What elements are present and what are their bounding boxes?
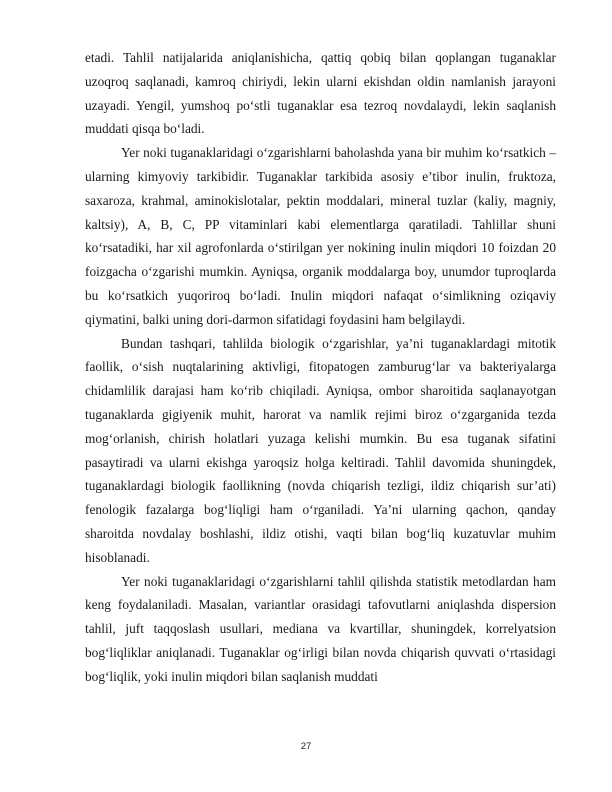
paragraph-statistical-methods: Yer noki tuganaklaridagi o‘zgarishlarni tahlil qilishda statistik metodlardan ham keng foydalaniladi. Masalan, variantlar orasidagi tafovutlarni aniqlashda dispersion tahlil, juft taqqoslash usullari, mediana va kvartillar, shuningdek, korrelyatsion bog‘liqliklar aniqlanadi. Tuganaklar og‘irligi bilan novda chiqarish quvvati o‘rtasidagi bog‘liqlik, yoki inulin miqdori bilan saqlanish muddati [85, 573, 556, 684]
body-text [85, 46, 556, 689]
paragraph-biological-changes: Bundan tashqari, tahlilda biologik o‘zgarishlar, ya’ni tuganaklardagi mitotik faollik, o‘sish nuqtalarining aktivligi, fitopatogen zamburug‘lar va bakteriyalarga chidamlilik darajasi ham ko‘rib chiqiladi. Ayniqsa, ombor sharoitida saqlanayotgan tuganaklarda gigiyenik muhit, harorat va namlik rejimi biroz o‘zgarganida tezda mog‘orlanish, chirish holatlari yuzaga kelishi mumkin. Bu esa tuganak sifatini pasaytiradi va ularni ekishga yaroqsiz holga keltiradi. Tahlil davomida shuningdek, tuganaklardagi biologik faollikning (novda chiqarish tezligi, ildiz chiqarish sur’ati) fenologik fazalarga bog‘liqligi ham o‘rganiladi. Ya’ni ularning qachon, qanday sharoitda novdalay boshlashi, ildiz otishi, vaqti bilan bog‘liq kuzatuvlar muhim hisoblanadi. [85, 335, 556, 565]
paragraph-continuation: etadi. Tahlil natijalarida aniqlanishicha, qattiq qobiq bilan qoplangan tuganaklar uzoqroq saqlanadi, kamroq chiriydi, lekin ularni ekishdan oldin namlanish jarayoni uzayadi. Yengil, yumshoq po‘stli tuganaklar esa tezroq novdalaydi, lekin saqlanish muddati qisqa bo‘ladi. [85, 50, 556, 137]
paragraph-chemical-composition: Yer noki tuganaklaridagi o‘zgarishlarni baholashda yana bir muhim ko‘rsatkich – ularning kimyoviy tarkibidir. Tuganaklar tarkibida asosiy e’tibor inulin, fruktoza, saxaroza, krahmal, aminokislotalar, pektin moddalari, mineral tuzlar (kaliy, magniy, kaltsiy), A, B, C, PP vitaminlari kabi elementlarga qaratiladi. Tahlillar shuni ko‘rsatadiki, har xil agrofonlarda o‘stirilgan yer nokining inulin miqdori 10 foizdan 20 foizgacha o‘zgarishi mumkin. Ayniqsa, organik moddalarga boy, unumdor tuproqlarda bu ko‘rsatkich yuqoriroq bo‘ladi. Inulin miqdori nafaqat o‘simlikning oziqaviy qiymatini, balki uning dori-darmon sifatidagi foydasini ham belgilaydi. [85, 145, 556, 327]
page-number: 27 [300, 741, 312, 752]
